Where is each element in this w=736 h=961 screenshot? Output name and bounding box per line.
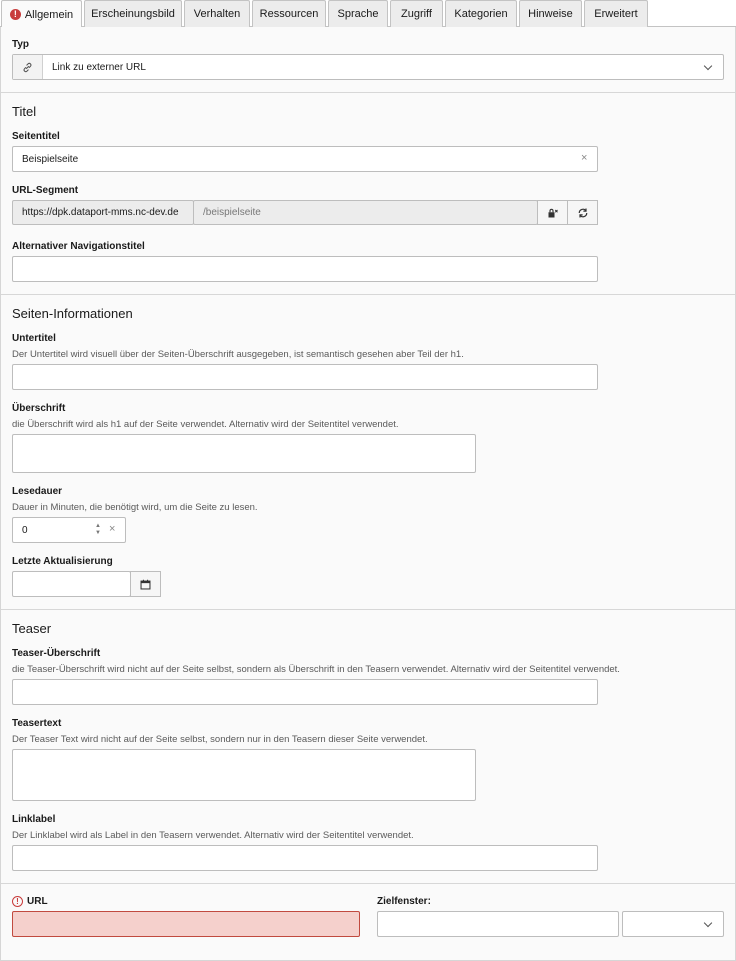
linklabel-input[interactable] (12, 845, 598, 871)
ueberschrift-label: Überschrift (12, 403, 66, 414)
url-segment-label: URL-Segment (12, 185, 79, 196)
linklabel-label: Linklabel (12, 814, 56, 825)
tab-label: Ressourcen (259, 8, 319, 20)
tab-kategorien[interactable] (445, 0, 517, 27)
clear-icon[interactable]: × (581, 152, 588, 164)
url-label (12, 896, 48, 907)
url-prefix-text: https://dpk.dataport-mms.nc-dev.de (22, 207, 179, 218)
untertitel-description: Der Untertitel wird visuell über der Seiten-Überschrift ausgegeben, ist semantisch gesehen aber Teil der h1. (12, 349, 464, 360)
tab-label: Sprache (337, 8, 379, 20)
url-segment-input[interactable] (193, 200, 538, 225)
tab-bar (0, 0, 736, 27)
ueberschrift-description: die Überschrift wird als h1 auf der Seite verwendet. Alternativ wird der Seitentitel verwendet. (12, 419, 399, 430)
tab-label: Zugriff (401, 8, 432, 20)
lesedauer-value: 0 (22, 524, 28, 536)
url-segment-placeholder: /beispielseite (203, 207, 261, 218)
zielfenster-label: Zielfenster: (377, 896, 431, 907)
tab-label: Kategorien (454, 8, 508, 20)
aktualisierung-label: Letzte Aktualisierung (12, 556, 113, 567)
clear-icon[interactable]: × (109, 523, 116, 535)
lesedauer-label: Lesedauer (12, 486, 63, 497)
error-icon: ! (10, 9, 21, 20)
calendar-icon (140, 579, 151, 590)
nav-titel-input[interactable] (12, 256, 598, 282)
divider (1, 609, 735, 610)
spinner-icon[interactable]: ▲ ▼ (95, 523, 101, 536)
divider (1, 294, 735, 295)
teaser-ueberschrift-input[interactable] (12, 679, 598, 705)
ueberschrift-textarea[interactable] (12, 434, 476, 473)
untertitel-input[interactable] (12, 364, 598, 390)
tab-verhalten[interactable] (184, 0, 250, 27)
section-title-seiten-info: Seiten-Informationen (12, 306, 133, 321)
tab-sprache[interactable] (328, 0, 388, 27)
lock-toggle-icon (547, 207, 559, 219)
typ-label: Typ (12, 39, 30, 50)
url-segment-prefix (12, 200, 194, 225)
tab-label: Erscheinungsbild (91, 8, 175, 20)
tab-erscheinungsbild[interactable] (84, 0, 182, 27)
teasertext-description: Der Teaser Text wird nicht auf der Seite selbst, sondern nur in den Teasern dieser Seite verwendet. (12, 734, 428, 745)
tab-ressourcen[interactable] (252, 0, 326, 27)
teaser-ueberschrift-label: Teaser-Überschrift (12, 648, 101, 659)
chevron-down-icon (704, 62, 712, 70)
typ-icon-box (13, 55, 43, 79)
url-refresh-button[interactable] (567, 200, 598, 225)
divider (1, 883, 735, 884)
untertitel-label: Untertitel (12, 333, 56, 344)
seitentitel-input[interactable] (12, 146, 598, 172)
typ-value: Link zu externer URL (52, 61, 146, 73)
teasertext-label: Teasertext (12, 718, 62, 729)
teaser-ueberschrift-description: die Teaser-Überschrift wird nicht auf der Seite selbst, sondern als Überschrift in den Teasern verwendet. Alternativ wird der Seitentitel verwendet. (12, 664, 620, 675)
teasertext-textarea[interactable] (12, 749, 476, 801)
aktualisierung-input[interactable] (12, 571, 131, 597)
tab-label: Hinweise (528, 8, 573, 20)
lesedauer-input[interactable] (12, 517, 126, 543)
calendar-button[interactable] (130, 571, 161, 597)
refresh-icon (577, 207, 589, 219)
url-label-text: URL (27, 896, 48, 907)
zielfenster-select[interactable] (622, 911, 724, 937)
section-title-titel: Titel (12, 104, 37, 119)
linklabel-description: Der Linklabel wird als Label in den Teasern verwendet. Alternativ wird der Seitentitel verwendet. (12, 830, 414, 841)
typ-select[interactable] (12, 54, 724, 80)
seitentitel-label: Seitentitel (12, 131, 60, 142)
nav-titel-label: Alternativer Navigationstitel (12, 241, 145, 252)
tab-hinweise[interactable] (519, 0, 582, 27)
tab-zugriff[interactable] (390, 0, 443, 27)
lesedauer-description: Dauer in Minuten, die benötigt wird, um die Seite zu lesen. (12, 502, 258, 513)
zielfenster-input[interactable] (377, 911, 619, 937)
tab-erweitert[interactable] (584, 0, 648, 27)
url-lock-button[interactable] (537, 200, 568, 225)
divider (1, 92, 735, 93)
tab-label: Erweitert (594, 8, 638, 20)
seitentitel-value: Beispielseite (22, 153, 79, 165)
url-input[interactable] (12, 911, 360, 937)
tab-allgemein[interactable] (1, 0, 82, 28)
section-title-teaser: Teaser (12, 621, 52, 636)
tab-label: Verhalten (193, 8, 241, 20)
link-icon (22, 62, 33, 73)
tab-label: Allgemein (24, 8, 74, 21)
chevron-down-icon (704, 919, 712, 927)
error-icon: ! (12, 896, 23, 907)
